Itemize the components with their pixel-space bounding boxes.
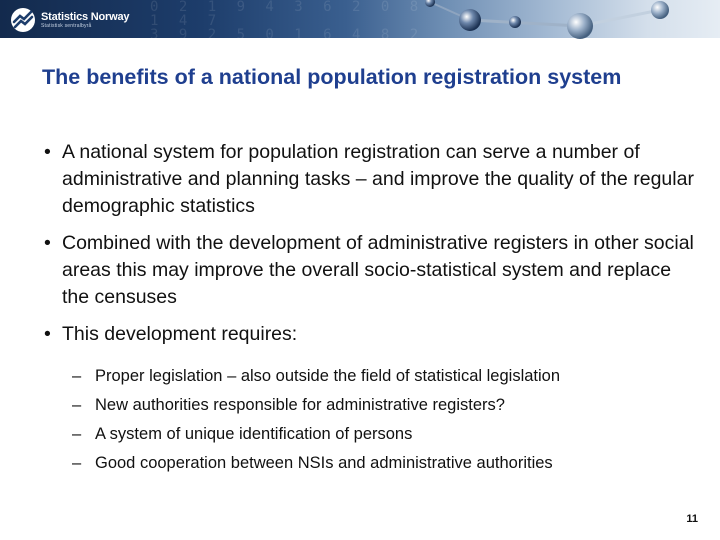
- banner-decoration: 0 2 1 9 4 3 6 2 0 8 1 4 7 3 9 2 5 0 1 6 4 8 2 3 7: [150, 0, 425, 57]
- bullet-item: [42, 321, 702, 348]
- bullet-marker: •: [44, 232, 51, 254]
- logo-subtitle: Statistisk sentralbyrå: [41, 22, 92, 29]
- page-number: 11: [686, 513, 698, 525]
- sub-bullet-list: [72, 362, 692, 478]
- sub-bullet-marker: –: [72, 367, 82, 385]
- statistics-norway-logo-icon: [10, 7, 36, 33]
- bullet-text: A national system for population registration can serve a number of administrative and planning tasks – and improve the quality of the regular demographic statistics: [62, 141, 694, 217]
- sub-bullet-marker: –: [72, 454, 82, 472]
- sub-bullet-marker: –: [72, 425, 82, 443]
- slide-title: The benefits of a national population registration system: [42, 65, 622, 89]
- header-banner: [0, 0, 720, 57]
- sub-bullet-marker: –: [72, 396, 82, 414]
- sub-bullet-text: New authorities responsible for administrative registers?: [95, 396, 505, 414]
- sub-bullet-text: A system of unique identification of persons: [95, 425, 413, 443]
- bullet-item: [42, 230, 702, 311]
- sub-bullet-item: [72, 420, 692, 449]
- bullet-item: [42, 139, 702, 220]
- bullet-marker: •: [44, 323, 51, 345]
- bullet-text: This development requires:: [62, 323, 298, 345]
- sub-bullet-item: [72, 449, 692, 478]
- sub-bullet-text: Proper legislation – also outside the field of statistical legislation: [95, 367, 561, 385]
- sub-bullet-item: [72, 362, 692, 391]
- logo[interactable]: [10, 6, 129, 34]
- logo-name: Statistics Norway: [41, 10, 130, 23]
- sub-bullet-item: [72, 391, 692, 420]
- bullet-list: [42, 139, 702, 348]
- molecule-decoration: [390, 0, 720, 38]
- bullet-text: Combined with the development of administrative registers in other social areas this may improve the overall socio-statistical system and replace the censuses: [62, 232, 694, 308]
- bullet-marker: •: [44, 141, 51, 163]
- sub-bullet-text: Good cooperation between NSIs and administrative authorities: [95, 454, 553, 472]
